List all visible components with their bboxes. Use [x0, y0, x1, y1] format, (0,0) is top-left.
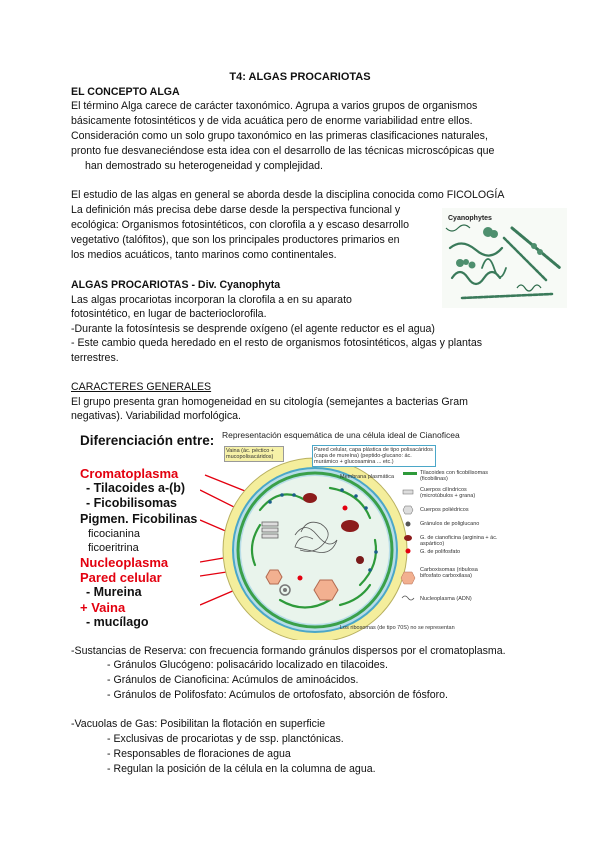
image-caption: Cyanophytes — [448, 215, 492, 222]
diagram-item: - Ficobilisomas — [86, 496, 177, 510]
diagram-item: Pigmen. Ficobilinas — [80, 512, 198, 526]
legend-item: Tilacoides con ficobilisomas (ficobilinas) — [420, 470, 488, 482]
paragraph-line: El término Alga carece de carácter taxonómico. Agrupa a varios grupos de organismos — [71, 100, 478, 112]
list-item: - Responsables de floraciones de agua — [107, 748, 291, 760]
paragraph-line: los medios acuáticos, tanto marinos como continentales. — [71, 249, 337, 261]
legend-item: Cuerpos poliédricos — [420, 507, 469, 513]
paragraph-line: -Sustancias de Reserva: con frecuencia formando gránulos dispersos por el cromatoplasma. — [71, 645, 506, 657]
section-heading-concepto: EL CONCEPTO ALGA — [71, 86, 180, 98]
legend-item: Cuerpos cilíndricos (microtúbulos + grana) — [420, 487, 476, 499]
list-item: - Gránulos Glucógeno: polisacárido localizado en tilacoides. — [107, 659, 388, 671]
list-item: - Gránulos de Cianoficina: Acúmulos de aminoácidos. — [107, 674, 359, 686]
diagram-item: - Tilacoides a-(b) — [86, 481, 186, 495]
diagram-item: Cromatoplasma — [80, 466, 179, 481]
paragraph-line: La definición más precisa debe darse desde la perspectiva funcional y — [71, 204, 401, 216]
diagram-item: - mucílago — [86, 615, 149, 629]
list-item: - Regulan la posición de la célula en la columna de agua. — [107, 763, 376, 775]
list-item: - Exclusivas de procariotas y de ssp. planctónicas. — [107, 733, 344, 745]
legend-item: Nucleoplasma (ADN) — [420, 596, 472, 602]
cell-diagram — [200, 440, 430, 640]
paragraph-line: terrestres. — [71, 352, 119, 364]
paragraph-line: Las algas procariotas incorporan la clorofila a en su aparato — [71, 294, 352, 306]
diagram-item: - Mureina — [86, 585, 142, 599]
membrana-label: Membrana plasmática — [340, 474, 395, 480]
page-title: T4: ALGAS PROCARIOTAS — [229, 71, 371, 83]
diagram-item: Pared celular — [80, 570, 162, 585]
legend-item: Carboxisomas (ribulosa bifosfato carboxilasa) — [420, 567, 478, 579]
vaina-label: Vaina (ác. péctico + mucopolisacáridos) — [224, 446, 284, 462]
diagram-footer: Los ribosomas (de tipo 70S) no se representan — [340, 625, 455, 631]
paragraph-line: El grupo presenta gran homogeneidad en su citología (semejantes a bacterias Gram — [71, 396, 468, 408]
legend-item: G. de polifosfato — [420, 549, 461, 555]
section-heading-procariotas: ALGAS PROCARIOTAS - Div. Cyanophyta — [71, 279, 281, 291]
legend-item: Gránulos de poliglucano — [420, 521, 480, 527]
paragraph-line: han demostrado su heterogeneidad y complejidad. — [85, 160, 323, 172]
section-heading-caracteres: CARACTERES GENERALES — [71, 381, 212, 393]
paragraph-line: negativas). Variabilidad morfológica. — [71, 410, 241, 422]
pared-label: Pared celular, capa plástica de tipo polisacáridos (capa de mureína) (peptido-glucano: ác. murámico + glucosamina ... etc.) — [312, 445, 436, 467]
paragraph-line: básicamente fotosintéticos y de vida acuática pero de enorme variabilidad entre ellos. — [71, 115, 473, 127]
cyanophytes-illustration — [442, 208, 567, 308]
paragraph-line: ecológica: Organismos fotosintéticos, con clorofila a y escaso desarrollo — [71, 219, 409, 231]
paragraph-line: El estudio de las algas en general se aborda desde la disciplina conocida como FICOLOGÍA — [71, 189, 505, 201]
diagram-item: ficoeritrina — [88, 542, 139, 554]
legend-item: G. de cianoficina (arginina + ác. aspártico) — [420, 535, 498, 547]
diagram-item: + Vaina — [80, 600, 126, 615]
paragraph-line: Consideración como un solo grupo taxonómico en las primeras clasificaciones naturales, — [71, 130, 488, 142]
paragraph-line: -Vacuolas de Gas: Posibilitan la flotación en superficie — [71, 718, 326, 730]
paragraph-line: fotosintético, en lugar de bacterioclorofila. — [71, 308, 267, 320]
list-item: - Gránulos de Polifosfato: Acúmulos de ortofosfato, absorción de fósforo. — [107, 689, 448, 701]
paragraph-line: pronto fue desvaneciéndose esta idea con el desarrollo de las técnicas microscópicas que — [71, 145, 495, 157]
paragraph-line: - Este cambio queda heredado en el resto de organismos fotosintéticos, algas y plantas — [71, 337, 483, 349]
paragraph-line: -Durante la fotosíntesis se desprende oxígeno (el agente reductor es el agua) — [71, 323, 435, 335]
diagram-item: Nucleoplasma — [80, 555, 169, 570]
diagram-left-title: Diferenciación entre: — [80, 433, 215, 448]
diagram-item: ficocianina — [88, 528, 140, 540]
diagram-header: Representación esquemática de una célula ideal de Cianoficea — [222, 430, 460, 440]
paragraph-line: vegetativo (talófitos), que son los principales productores primarios en — [71, 234, 400, 246]
